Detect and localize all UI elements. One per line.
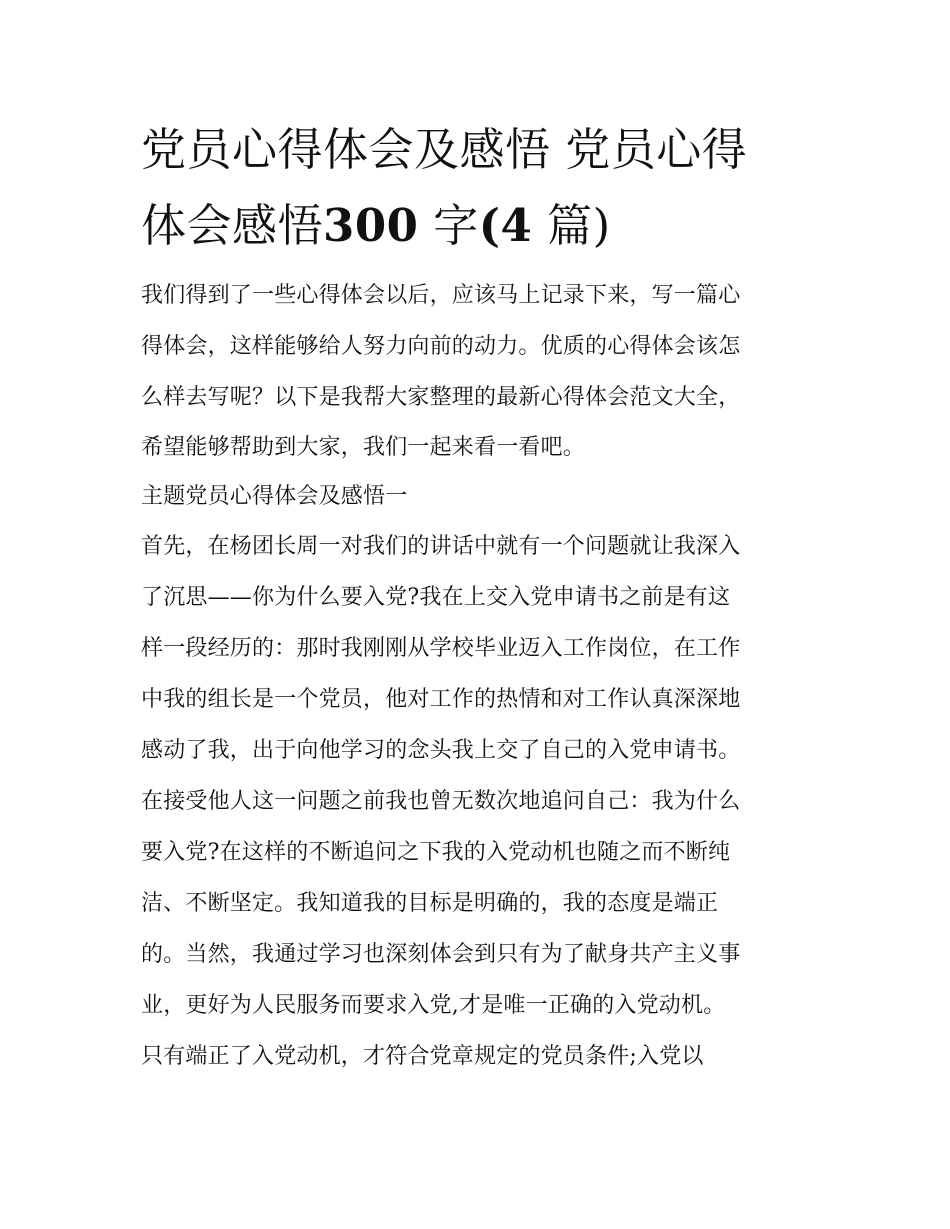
document-title: [141, 112, 813, 264]
document-body: [141, 270, 813, 1082]
paragraph-line: 感动了我，出于向他学习的念头我上交了自己的入党申请书。: [141, 738, 741, 763]
paragraph-line: 洁、不断坚定。我知道我的目标是明确的，我的态度是端正: [141, 891, 719, 916]
body-paragraph: [141, 521, 813, 1082]
paragraph-line: 在接受他人这一问题之前我也曾无数次地追问自己：我为什么: [141, 789, 741, 814]
intro-line: 我们得到了一些心得体会以后，应该马上记录下来，写一篇心: [141, 283, 741, 308]
intro-line: 得体会，这样能够给人努力向前的动力。优质的心得体会该怎: [141, 334, 741, 359]
document-content: [141, 112, 813, 1082]
paragraph-line: 要入党?在这样的不断追问之下我的入党动机也随之而不断纯: [141, 840, 731, 865]
intro-paragraph: [141, 270, 813, 472]
title-count: (4: [478, 199, 533, 252]
title-line-2-part: 字: [418, 199, 479, 252]
paragraph-line: 只有端正了入党动机，才符合党章规定的党员条件;入党以: [141, 1044, 704, 1069]
title-line-2: [141, 188, 813, 264]
paragraph-line: 业，更好为人民服务而要求入党,才是唯一正确的入党动机。: [141, 993, 726, 1018]
section-heading: 主题党员心得体会及感悟一: [141, 484, 408, 509]
paragraph-line: 首先，在杨团长周一对我们的讲话中就有一个问题就让我深入: [141, 534, 741, 559]
title-number: 300: [323, 199, 419, 252]
intro-line: 希望能够帮助到大家，我们一起来看一看吧。: [141, 435, 586, 460]
intro-line: 么样去写呢？以下是我帮大家整理的最新心得体会范文大全，: [141, 385, 741, 410]
title-line-2-part: 篇): [532, 199, 611, 252]
title-line-1: 党员心得体会及感悟 党员心得: [141, 123, 748, 176]
paragraph-line: 中我的组长是一个党员，他对工作的热情和对工作认真深深地: [141, 687, 741, 712]
title-line-2-part: 体会感悟: [141, 199, 324, 252]
paragraph-line: 样一段经历的：那时我刚刚从学校毕业迈入工作岗位，在工作: [141, 636, 741, 661]
paragraph-line: 的。当然，我通过学习也深刻体会到只有为了献身共产主义事: [141, 942, 741, 967]
paragraph-line: 了沉思——你为什么要入党?我在上交入党申请书之前是有这: [141, 585, 731, 610]
